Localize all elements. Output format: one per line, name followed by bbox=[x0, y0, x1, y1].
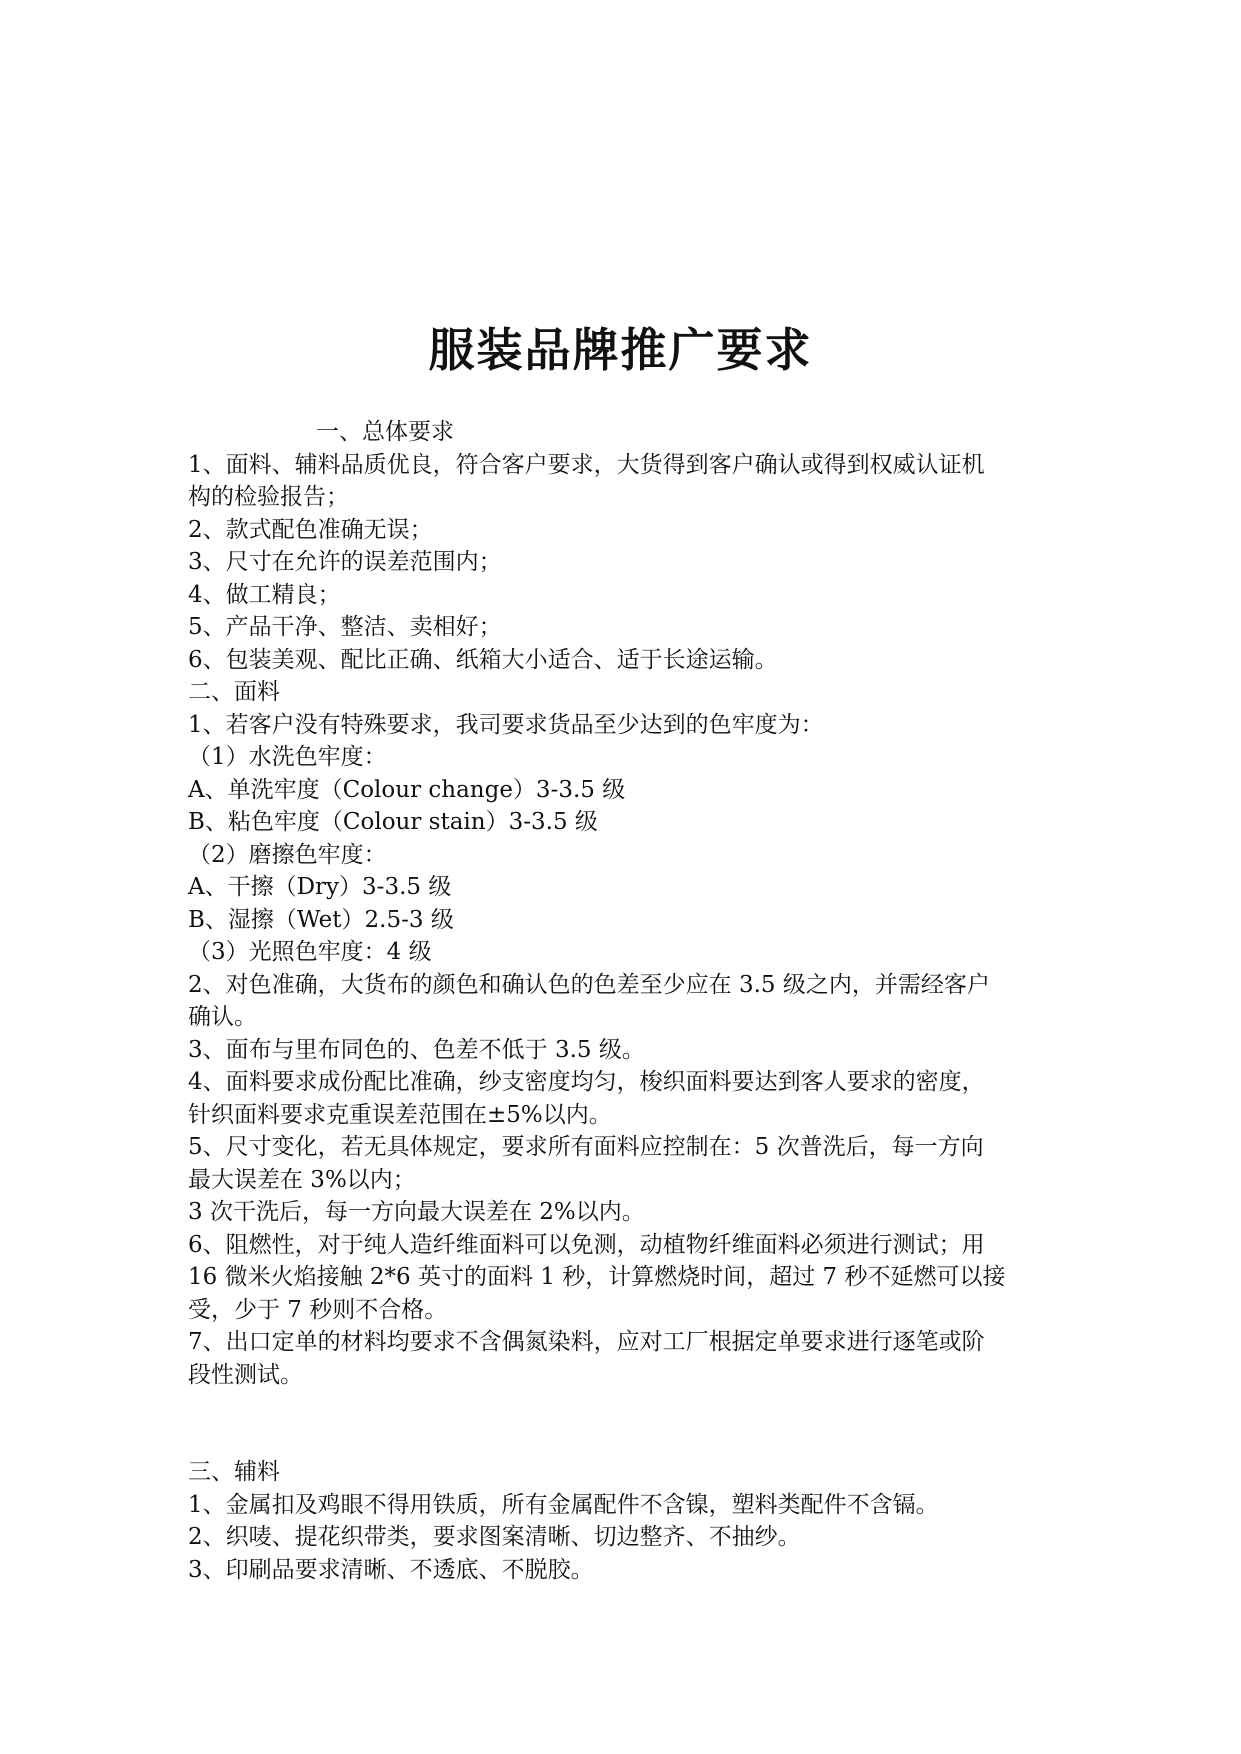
paragraph-line: A、干擦（Dry）3-3.5 级 bbox=[188, 874, 452, 900]
paragraph-line: B、湿擦（Wet）2.5-3 级 bbox=[188, 906, 454, 933]
paragraph-line: 2、织唛、提花织带类，要求图案清晰、切边整齐、不抽纱。 bbox=[188, 1524, 801, 1550]
paragraph-line: 1、若客户没有特殊要求，我司要求货品至少达到的色牢度为： bbox=[188, 711, 824, 738]
paragraph-line: 确认。 bbox=[188, 1004, 257, 1030]
paragraph-line: 构的检验报告； bbox=[188, 484, 349, 510]
paragraph-line: （3）光照色牢度：4 级 bbox=[188, 939, 432, 965]
paragraph-line: 1、面料、辅料品质优良，符合客户要求，大货得到客户确认或得到权威认证机 bbox=[188, 451, 985, 478]
blank-spacer bbox=[188, 1391, 1058, 1456]
paragraph-line: 3 次干洗后，每一方向最大误差在 2%以内。 bbox=[188, 1199, 645, 1225]
paragraph-line: 7、出口定单的材料均要求不含偶氮染料，应对工厂根据定单要求进行逐笔或阶 bbox=[188, 1329, 985, 1355]
paragraph-line: 6、阻燃性，对于纯人造纤维面料可以免测，动植物纤维面料必须进行测试；用 bbox=[188, 1231, 985, 1258]
paragraph-line: 2、款式配色准确无误； bbox=[188, 516, 433, 543]
document-body bbox=[188, 416, 1058, 1586]
paragraph-line: 5、产品干净、整洁、卖相好； bbox=[188, 614, 502, 640]
paragraph-line: （1）水洗色牢度： bbox=[188, 744, 387, 770]
section-heading-fabric: 二、面料 bbox=[188, 679, 280, 705]
paragraph-line: 3、面布与里布同色的、色差不低于 3.5 级。 bbox=[188, 1036, 645, 1063]
paragraph-line: 4、做工精良； bbox=[188, 581, 341, 608]
paragraph-line: 最大误差在 3%以内； bbox=[188, 1166, 416, 1193]
paragraph-line: 5、尺寸变化，若无具体规定，要求所有面料应控制在：5 次普洗后，每一方向 bbox=[188, 1134, 984, 1160]
paragraph-line: 3、尺寸在允许的误差范围内； bbox=[188, 549, 502, 575]
paragraph-line: 6、包装美观、配比正确、纸箱大小适合、适于长途运输。 bbox=[188, 646, 778, 673]
section-heading-accessories: 三、辅料 bbox=[188, 1459, 280, 1485]
paragraph-line: B、粘色牢度（Colour stain）3-3.5 级 bbox=[188, 809, 598, 835]
paragraph-line: 受，少于 7 秒则不合格。 bbox=[188, 1296, 448, 1323]
paragraph-line: 段性测试。 bbox=[188, 1361, 303, 1388]
paragraph-line: 针织面料要求克重误差范围在±5%以内。 bbox=[188, 1101, 612, 1128]
paragraph-line: 16 微米火焰接触 2*6 英寸的面料 1 秒，计算燃烧时间，超过 7 秒不延燃可以接 bbox=[188, 1264, 1006, 1290]
section-heading-general: 一、总体要求 bbox=[316, 419, 454, 445]
paragraph-line: 2、对色准确，大货布的颜色和确认色的色差至少应在 3.5 级之内，并需经客户 bbox=[188, 971, 990, 998]
paragraph-line: 4、面料要求成份配比准确，纱支密度均匀，梭织面料要达到客人要求的密度， bbox=[188, 1069, 985, 1095]
document-title: 服装品牌推广要求 bbox=[428, 323, 813, 377]
paragraph-line: 1、金属扣及鸡眼不得用铁质，所有金属配件不含镍，塑料类配件不含镉。 bbox=[188, 1491, 939, 1518]
paragraph-line: （2）磨擦色牢度： bbox=[188, 841, 387, 868]
paragraph-line: A、单洗牢度（Colour change）3-3.5 级 bbox=[188, 776, 626, 803]
paragraph-line: 3、印刷品要求清晰、不透底、不脱胶。 bbox=[188, 1556, 594, 1583]
